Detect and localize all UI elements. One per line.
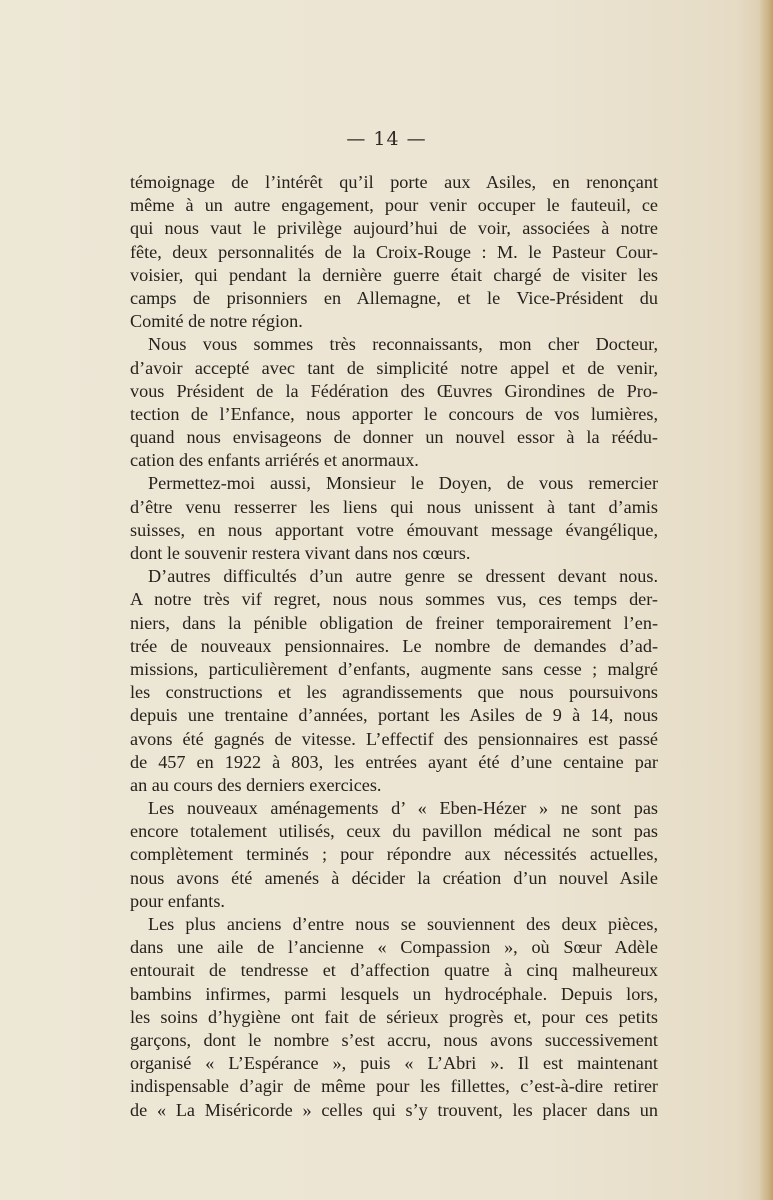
text-line: d’être venu resserrer les liens qui nous unissent à tant d’amis (130, 496, 658, 517)
text-line: organisé « L’Espérance », puis « L’Abri ». Il est maintenant (130, 1053, 658, 1074)
text-line: niers, dans la pénible obligation de freiner temporairement l’en- (130, 612, 658, 633)
text-line: de « La Miséricorde » celles qui s’y trouvent, les placer dans un (130, 1099, 658, 1120)
text-line: D’autres difficultés d’un autre genre se dressent devant nous. (148, 566, 658, 587)
text-line: dont le souvenir restera vivant dans nos cœurs. (130, 543, 471, 563)
body-text (130, 171, 658, 1122)
text-line: complètement terminés ; pour répondre aux nécessités actuelles, (130, 844, 658, 865)
text-line: indispensable d’agir de même pour les fillettes, c’est-à-dire retirer (130, 1076, 658, 1097)
text-line: suisses, en nous apportant votre émouvant message évangélique, (130, 519, 658, 540)
page-number: — 14 — (346, 128, 427, 150)
text-line: depuis une trentaine d’années, portant les Asiles de 9 à 14, nous (130, 705, 658, 726)
text-line: Les plus anciens d’entre nous se souviennent des deux pièces, (148, 914, 658, 934)
text-line: tection de l’Enfance, nous apporter le concours de vos lumières, (130, 403, 658, 424)
text-line: même à un autre engagement, pour venir occuper le fauteuil, ce (130, 195, 658, 216)
text-line: an au cours des derniers exercices. (130, 774, 382, 795)
text-line: les soins d’hygiène ont fait de sérieux progrès et, pour ces petits (130, 1006, 658, 1027)
text-line: cation des enfants arriérés et anormaux. (130, 450, 419, 471)
text-line: entourait de tendresse et d’affection quatre à cinq malheureux (130, 960, 658, 981)
page-edge (759, 0, 773, 1200)
text-line: témoignage de l’intérêt qu’il porte aux Asiles, en renonçant (130, 172, 658, 192)
text-line: bambins infirmes, parmi lesquels un hydrocéphale. Depuis lors, (130, 983, 658, 1004)
text-line: voisier, qui pendant la dernière guerre était chargé de visiter les (130, 264, 658, 285)
text-line: pour enfants. (130, 890, 225, 911)
text-line: garçons, dont le nombre s’est accru, nous avons successivement (130, 1029, 658, 1050)
text-line: de 457 en 1922 à 803, les entrées ayant été d’une centaine par (130, 751, 658, 772)
text-line: vous Président de la Fédération des Œuvres Girondines de Pro- (130, 380, 658, 401)
text-line: camps de prisonniers en Allemagne, et le Vice-Président du (130, 287, 658, 308)
text-line: quand nous envisageons de donner un nouvel essor à la réédu- (130, 427, 658, 448)
text-line: les constructions et les agrandissements que nous poursuivons (130, 682, 658, 703)
text-line: nous avons été amenés à décider la création d’un nouvel Asile (130, 867, 658, 888)
text-line: d’avoir accepté avec tant de simplicité notre appel et de venir, (130, 357, 658, 378)
text-line: Nous vous sommes très reconnaissants, mon cher Docteur, (148, 334, 658, 355)
text-line: dans une aile de l’ancienne « Compassion », où Sœur Adèle (130, 937, 658, 958)
text-line: Les nouveaux aménagements d’ « Eben-Hézer » ne sont pas (148, 798, 658, 819)
text-line: A notre très vif regret, nous nous sommes vus, ces temps der- (130, 589, 658, 610)
text-line: qui nous vaut le privilège aujourd’hui de voir, associées à notre (130, 218, 658, 239)
text-line: avons été gagnés de vitesse. L’effectif des pensionnaires est passé (130, 728, 658, 749)
text-line: missions, particulièrement d’enfants, augmente sans cesse ; malgré (130, 658, 658, 679)
text-line: trée de nouveaux pensionnaires. Le nombre de demandes d’ad- (130, 635, 658, 656)
text-line: encore totalement utilisés, ceux du pavillon médical ne sont pas (130, 821, 658, 842)
text-line: Comité de notre région. (130, 311, 303, 332)
text-line: Permettez-moi aussi, Monsieur le Doyen, de vous remercier (148, 473, 658, 494)
text-line: fête, deux personnalités de la Croix-Rouge : M. le Pasteur Cour- (130, 241, 658, 262)
